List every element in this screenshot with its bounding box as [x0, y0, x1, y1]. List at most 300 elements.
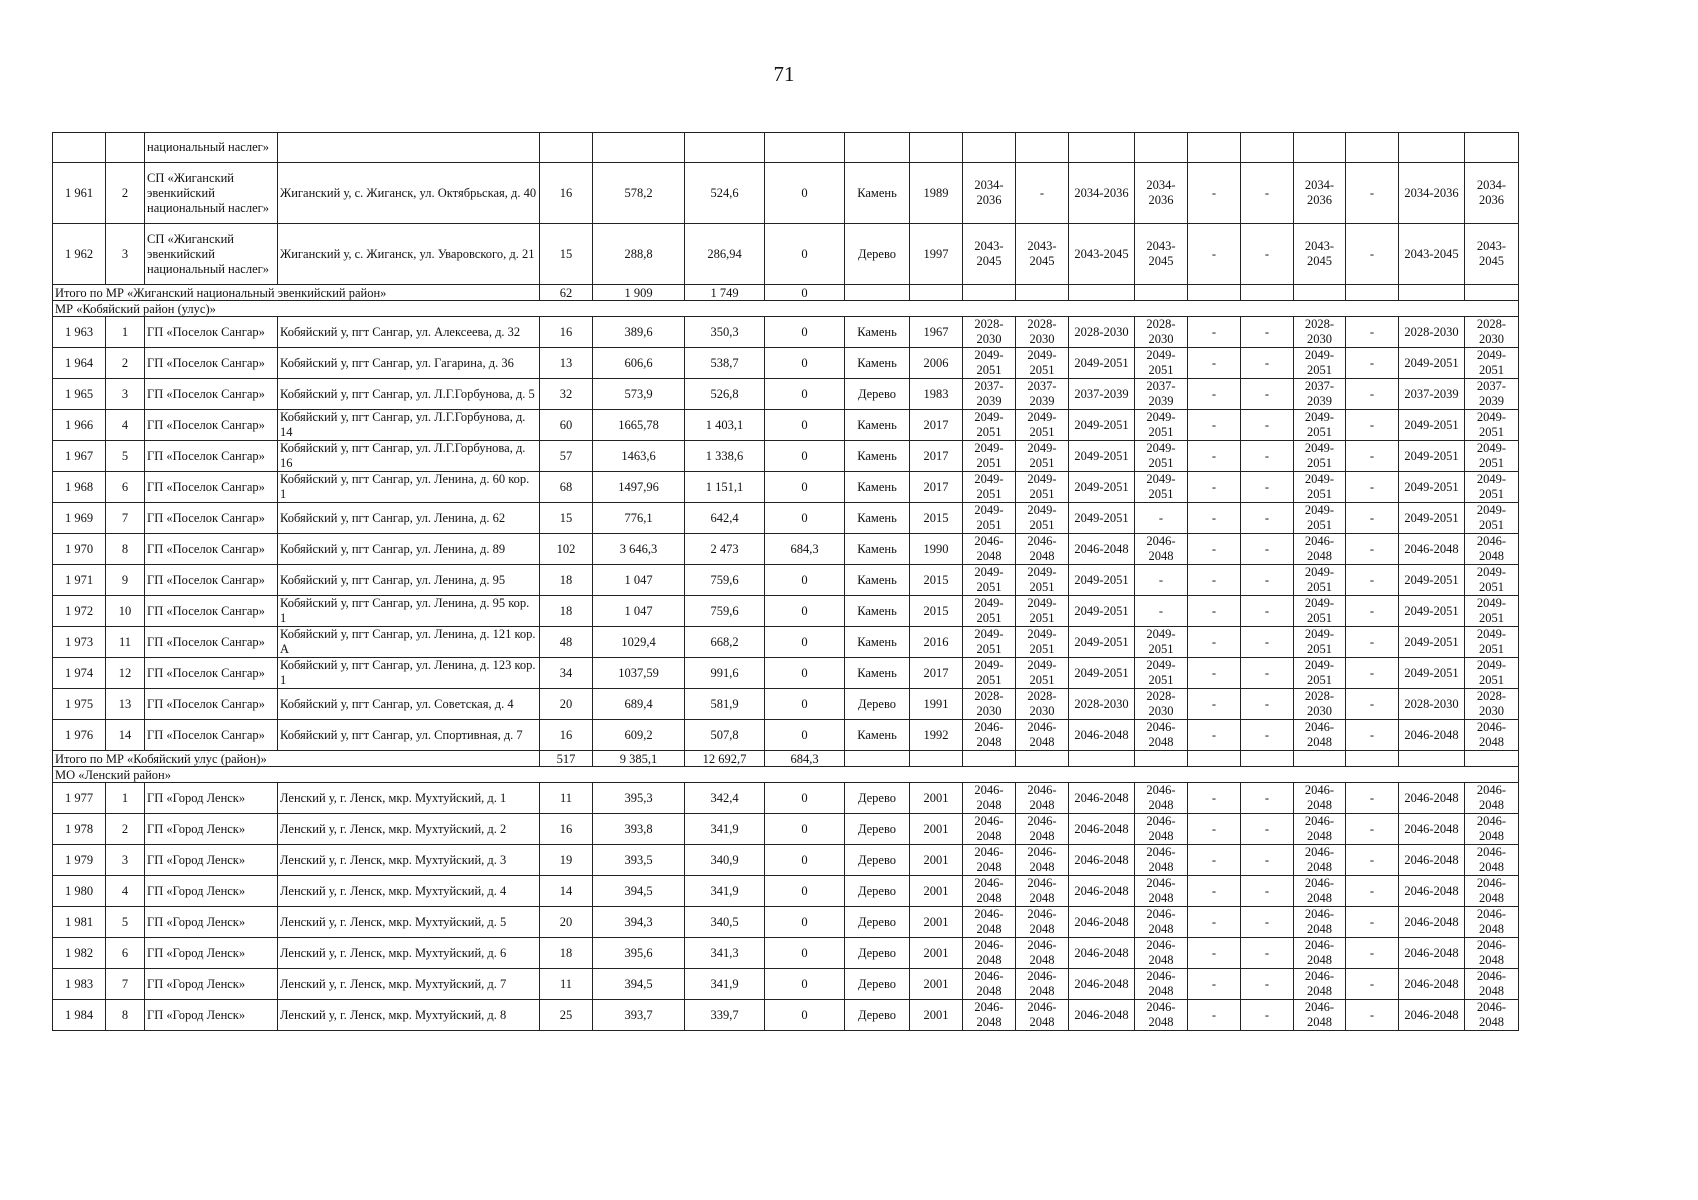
cell-period: [1465, 133, 1519, 163]
cell-living-area: [685, 133, 765, 163]
cell-period: 2046-2048: [1135, 1000, 1188, 1031]
cell-apartments-count: 16: [540, 163, 593, 224]
cell-period: 2049-2051: [1294, 503, 1346, 534]
cell-area-value: 684,3: [765, 534, 845, 565]
cell-period: -: [1016, 163, 1069, 224]
cell-period: 2049-2051: [1135, 627, 1188, 658]
cell-period: 2049-2051: [963, 596, 1016, 627]
cell-wall-material: Дерево: [845, 224, 910, 285]
cell-wall-material: Дерево: [845, 689, 910, 720]
total-row: [53, 751, 1519, 767]
cell-settlement-name: СП «Жиганский эвенкийский национальный наслег»: [145, 163, 278, 224]
section-header-row: [53, 767, 1519, 783]
cell-period: -: [1188, 720, 1241, 751]
cell-row-number: 1 984: [53, 1000, 106, 1031]
cell-period: 2046-2048: [1465, 783, 1519, 814]
cell-local-number: 2: [106, 348, 145, 379]
cell-total-area: 394,3: [593, 907, 685, 938]
cell-year-built: 2015: [910, 565, 963, 596]
cell-period: -: [1346, 876, 1399, 907]
total-empty-cell: [1188, 751, 1241, 767]
table-row: [53, 472, 1519, 503]
cell-period: -: [1241, 938, 1294, 969]
cell-period: -: [1188, 938, 1241, 969]
cell-period: 2028-2030: [1135, 317, 1188, 348]
cell-period: 2046-2048: [1465, 938, 1519, 969]
cell-year-built: 2001: [910, 969, 963, 1000]
cell-address: Ленский у, г. Ленск, мкр. Мухтуйский, д. 5: [278, 907, 540, 938]
cell-period: -: [1241, 348, 1294, 379]
cell-period: -: [1188, 627, 1241, 658]
cell-period: 2034-2036: [1294, 163, 1346, 224]
cell-period: 2049-2051: [1069, 658, 1135, 689]
cell-total-area: 389,6: [593, 317, 685, 348]
cell-year-built: 2001: [910, 845, 963, 876]
cell-area-value: 0: [765, 565, 845, 596]
cell-living-area: 538,7: [685, 348, 765, 379]
cell-period: 2028-2030: [1399, 689, 1465, 720]
cell-local-number: 5: [106, 441, 145, 472]
cell-period: -: [1346, 1000, 1399, 1031]
cell-year-built: [910, 133, 963, 163]
cell-living-area: 350,3: [685, 317, 765, 348]
cell-period: 2046-2048: [1069, 534, 1135, 565]
cell-local-number: 3: [106, 224, 145, 285]
cell-total-area: 606,6: [593, 348, 685, 379]
total-empty-cell: [1346, 751, 1399, 767]
cell-period: -: [1241, 410, 1294, 441]
cell-year-built: 2017: [910, 472, 963, 503]
cell-apartments-count: 15: [540, 503, 593, 534]
cell-local-number: 2: [106, 163, 145, 224]
cell-period: 2046-2048: [1399, 720, 1465, 751]
cell-period: 2046-2048: [1069, 907, 1135, 938]
cell-address: Жиганский у, с. Жиганск, ул. Октябрьская, д. 40: [278, 163, 540, 224]
cell-period: 2043-2045: [1465, 224, 1519, 285]
cell-period: 2046-2048: [1016, 783, 1069, 814]
cell-settlement-name: ГП «Город Ленск»: [145, 907, 278, 938]
cell-period: -: [1241, 503, 1294, 534]
cell-period: -: [1241, 596, 1294, 627]
cell-period: 2049-2051: [1294, 348, 1346, 379]
table-row: [53, 689, 1519, 720]
cell-period: 2037-2039: [1465, 379, 1519, 410]
cell-row-number: 1 968: [53, 472, 106, 503]
cell-period: 2028-2030: [1465, 317, 1519, 348]
cell-period: 2046-2048: [1016, 876, 1069, 907]
cell-period: 2043-2045: [1069, 224, 1135, 285]
cell-total-area: 573,9: [593, 379, 685, 410]
cell-period: 2049-2051: [1465, 565, 1519, 596]
cell-local-number: 12: [106, 658, 145, 689]
cell-year-built: 1997: [910, 224, 963, 285]
cell-period: 2049-2051: [1016, 627, 1069, 658]
cell-area-value: 0: [765, 658, 845, 689]
cell-period: 2046-2048: [1294, 938, 1346, 969]
cell-total-area: 395,3: [593, 783, 685, 814]
cell-period: 2028-2030: [1069, 317, 1135, 348]
total-empty-cell: [845, 285, 910, 301]
cell-period: 2046-2048: [1465, 907, 1519, 938]
cell-period: -: [1346, 969, 1399, 1000]
cell-period: -: [1346, 224, 1399, 285]
cell-area-value: 0: [765, 379, 845, 410]
cell-period: 2049-2051: [1399, 565, 1465, 596]
cell-period: 2046-2048: [1135, 876, 1188, 907]
cell-total-area: 288,8: [593, 224, 685, 285]
cell-period: 2049-2051: [1069, 596, 1135, 627]
cell-period: 2046-2048: [1465, 534, 1519, 565]
cell-address: Кобяйский у, пгт Сангар, ул. Ленина, д. 60 кор. 1: [278, 472, 540, 503]
cell-period: 2046-2048: [963, 845, 1016, 876]
cell-wall-material: Камень: [845, 565, 910, 596]
cell-year-built: 2016: [910, 627, 963, 658]
cell-area-value: 0: [765, 627, 845, 658]
cell-period: -: [1346, 441, 1399, 472]
cell-period: 2046-2048: [1399, 845, 1465, 876]
cell-period: 2046-2048: [1069, 876, 1135, 907]
cell-period: -: [1241, 689, 1294, 720]
cell-period: 2049-2051: [963, 410, 1016, 441]
cell-area-value: 0: [765, 163, 845, 224]
cell-living-area: 668,2: [685, 627, 765, 658]
cell-period: 2046-2048: [1399, 907, 1465, 938]
cell-period: -: [1346, 503, 1399, 534]
cell-year-built: 1992: [910, 720, 963, 751]
total-value: 9 385,1: [593, 751, 685, 767]
cell-row-number: 1 962: [53, 224, 106, 285]
cell-wall-material: Камень: [845, 720, 910, 751]
total-value: 1 749: [685, 285, 765, 301]
cell-period: 2046-2048: [1135, 938, 1188, 969]
cell-area-value: 0: [765, 317, 845, 348]
cell-period: 2049-2051: [1399, 658, 1465, 689]
total-row: [53, 285, 1519, 301]
cell-period: -: [1188, 658, 1241, 689]
cell-period: 2046-2048: [1465, 969, 1519, 1000]
cell-year-built: 1991: [910, 689, 963, 720]
total-value: 517: [540, 751, 593, 767]
cell-address: Ленский у, г. Ленск, мкр. Мухтуйский, д. 4: [278, 876, 540, 907]
cell-period: 2049-2051: [1294, 565, 1346, 596]
cell-year-built: 2001: [910, 907, 963, 938]
cell-period: 2046-2048: [1294, 783, 1346, 814]
cell-period: 2046-2048: [1294, 720, 1346, 751]
cell-apartments-count: 57: [540, 441, 593, 472]
cell-apartments-count: [540, 133, 593, 163]
table-row: [53, 410, 1519, 441]
cell-period: -: [1241, 907, 1294, 938]
cell-settlement-name: национальный наслег»: [145, 133, 278, 163]
cell-period: 2049-2051: [1399, 472, 1465, 503]
cell-period: 2046-2048: [1399, 814, 1465, 845]
cell-area-value: 0: [765, 348, 845, 379]
cell-address: Кобяйский у, пгт Сангар, ул. Ленина, д. 95: [278, 565, 540, 596]
cell-row-number: 1 979: [53, 845, 106, 876]
cell-period: 2028-2030: [1069, 689, 1135, 720]
cell-period: 2049-2051: [1135, 658, 1188, 689]
cell-settlement-name: ГП «Город Ленск»: [145, 814, 278, 845]
cell-row-number: 1 969: [53, 503, 106, 534]
cell-period: 2049-2051: [1399, 441, 1465, 472]
cell-address: Ленский у, г. Ленск, мкр. Мухтуйский, д. 6: [278, 938, 540, 969]
cell-wall-material: Дерево: [845, 876, 910, 907]
cell-address: Кобяйский у, пгт Сангар, ул. Л.Г.Горбунова, д. 14: [278, 410, 540, 441]
total-value: 0: [765, 285, 845, 301]
cell-wall-material: Дерево: [845, 814, 910, 845]
cell-period: 2046-2048: [963, 1000, 1016, 1031]
cell-period: 2049-2051: [1069, 472, 1135, 503]
cell-row-number: 1 964: [53, 348, 106, 379]
table-row: [53, 814, 1519, 845]
cell-period: 2046-2048: [1294, 969, 1346, 1000]
cell-living-area: 642,4: [685, 503, 765, 534]
cell-address: Кобяйский у, пгт Сангар, ул. Л.Г.Горбунова, д. 16: [278, 441, 540, 472]
cell-total-area: 609,2: [593, 720, 685, 751]
total-empty-cell: [1294, 285, 1346, 301]
table-row: [53, 907, 1519, 938]
cell-period: 2046-2048: [1294, 876, 1346, 907]
cell-year-built: 2017: [910, 410, 963, 441]
cell-period: 2049-2051: [1069, 441, 1135, 472]
cell-year-built: 1990: [910, 534, 963, 565]
total-empty-cell: [1135, 285, 1188, 301]
cell-period: 2049-2051: [963, 348, 1016, 379]
cell-period: -: [1241, 627, 1294, 658]
cell-period: 2037-2039: [963, 379, 1016, 410]
cell-period: -: [1346, 689, 1399, 720]
total-empty-cell: [910, 751, 963, 767]
cell-local-number: 3: [106, 845, 145, 876]
cell-apartments-count: 16: [540, 814, 593, 845]
cell-period: 2046-2048: [963, 938, 1016, 969]
cell-settlement-name: ГП «Поселок Сангар»: [145, 410, 278, 441]
cell-wall-material: Камень: [845, 596, 910, 627]
cell-period: 2046-2048: [1135, 907, 1188, 938]
cell-wall-material: Дерево: [845, 783, 910, 814]
cell-period: 2049-2051: [1465, 472, 1519, 503]
cell-total-area: 395,6: [593, 938, 685, 969]
cell-year-built: 2015: [910, 596, 963, 627]
cell-period: -: [1188, 907, 1241, 938]
cell-row-number: 1 966: [53, 410, 106, 441]
housing-register-table: [52, 132, 1519, 1031]
cell-year-built: 2001: [910, 876, 963, 907]
cell-period: -: [1346, 845, 1399, 876]
cell-period: 2028-2030: [1135, 689, 1188, 720]
cell-address: Кобяйский у, пгт Сангар, ул. Ленина, д. 89: [278, 534, 540, 565]
cell-address: Кобяйский у, пгт Сангар, ул. Алексеева, д. 32: [278, 317, 540, 348]
continuation-row: [53, 133, 1519, 163]
cell-total-area: 1 047: [593, 565, 685, 596]
cell-period: 2046-2048: [1465, 1000, 1519, 1031]
cell-period: -: [1241, 1000, 1294, 1031]
cell-living-area: 759,6: [685, 565, 765, 596]
cell-period: 2049-2051: [1069, 348, 1135, 379]
total-empty-cell: [1241, 285, 1294, 301]
table-body: [53, 133, 1519, 1031]
cell-period: 2049-2051: [1465, 658, 1519, 689]
cell-period: 2046-2048: [1294, 814, 1346, 845]
cell-local-number: 6: [106, 938, 145, 969]
cell-apartments-count: 18: [540, 565, 593, 596]
cell-period: 2046-2048: [963, 969, 1016, 1000]
cell-living-area: 341,3: [685, 938, 765, 969]
total-label: Итого по МР «Жиганский национальный эвенкийский район»: [53, 285, 540, 301]
cell-total-area: 689,4: [593, 689, 685, 720]
cell-period: -: [1346, 627, 1399, 658]
cell-address: Кобяйский у, пгт Сангар, ул. Ленина, д. 62: [278, 503, 540, 534]
cell-year-built: 2006: [910, 348, 963, 379]
cell-settlement-name: ГП «Поселок Сангар»: [145, 720, 278, 751]
table-row: [53, 596, 1519, 627]
cell-settlement-name: ГП «Город Ленск»: [145, 876, 278, 907]
cell-period: -: [1135, 503, 1188, 534]
cell-wall-material: Дерево: [845, 379, 910, 410]
table-row: [53, 348, 1519, 379]
cell-period: 2049-2051: [1135, 441, 1188, 472]
cell-period: [1016, 133, 1069, 163]
table-row: [53, 317, 1519, 348]
cell-row-number: 1 961: [53, 163, 106, 224]
cell-period: 2034-2036: [1465, 163, 1519, 224]
cell-total-area: [593, 133, 685, 163]
section-header: МР «Кобяйский район (улус)»: [53, 301, 1519, 317]
cell-period: -: [1241, 379, 1294, 410]
cell-row-number: 1 974: [53, 658, 106, 689]
total-empty-cell: [1069, 285, 1135, 301]
cell-address: Кобяйский у, пгт Сангар, ул. Л.Г.Горбунова, д. 5: [278, 379, 540, 410]
cell-address: Ленский у, г. Ленск, мкр. Мухтуйский, д. 1: [278, 783, 540, 814]
cell-living-area: 526,8: [685, 379, 765, 410]
cell-address: Жиганский у, с. Жиганск, ул. Уваровского, д. 21: [278, 224, 540, 285]
cell-period: -: [1241, 876, 1294, 907]
cell-period: 2046-2048: [1016, 534, 1069, 565]
cell-period: [1188, 133, 1241, 163]
total-empty-cell: [1241, 751, 1294, 767]
cell-wall-material: Дерево: [845, 1000, 910, 1031]
cell-total-area: 1497,96: [593, 472, 685, 503]
cell-apartments-count: 18: [540, 938, 593, 969]
cell-local-number: 8: [106, 1000, 145, 1031]
cell-local-number: 10: [106, 596, 145, 627]
cell-row-number: 1 967: [53, 441, 106, 472]
cell-year-built: 2017: [910, 658, 963, 689]
cell-period: -: [1135, 596, 1188, 627]
cell-period: 2046-2048: [1135, 534, 1188, 565]
cell-local-number: 7: [106, 969, 145, 1000]
cell-area-value: 0: [765, 938, 845, 969]
cell-period: 2043-2045: [1399, 224, 1465, 285]
cell-address: Кобяйский у, пгт Сангар, ул. Советская, д. 4: [278, 689, 540, 720]
cell-row-number: 1 973: [53, 627, 106, 658]
cell-apartments-count: 20: [540, 907, 593, 938]
cell-period: -: [1346, 472, 1399, 503]
cell-living-area: 1 403,1: [685, 410, 765, 441]
cell-row-number: [53, 133, 106, 163]
cell-period: -: [1241, 472, 1294, 503]
cell-period: -: [1346, 163, 1399, 224]
cell-period: 2034-2036: [1069, 163, 1135, 224]
cell-settlement-name: ГП «Поселок Сангар»: [145, 689, 278, 720]
cell-area-value: 0: [765, 689, 845, 720]
cell-local-number: 1: [106, 317, 145, 348]
cell-period: -: [1188, 783, 1241, 814]
cell-living-area: 759,6: [685, 596, 765, 627]
cell-period: 2049-2051: [1465, 503, 1519, 534]
cell-period: -: [1188, 441, 1241, 472]
cell-local-number: 8: [106, 534, 145, 565]
cell-settlement-name: ГП «Поселок Сангар»: [145, 565, 278, 596]
cell-wall-material: Камень: [845, 503, 910, 534]
total-empty-cell: [1135, 751, 1188, 767]
cell-address: Ленский у, г. Ленск, мкр. Мухтуйский, д. 7: [278, 969, 540, 1000]
cell-living-area: 341,9: [685, 969, 765, 1000]
cell-settlement-name: ГП «Город Ленск»: [145, 969, 278, 1000]
cell-period: 2049-2051: [1294, 627, 1346, 658]
cell-area-value: 0: [765, 814, 845, 845]
section-header: МО «Ленский район»: [53, 767, 1519, 783]
cell-local-number: 9: [106, 565, 145, 596]
cell-settlement-name: ГП «Поселок Сангар»: [145, 317, 278, 348]
total-empty-cell: [963, 751, 1016, 767]
table-row: [53, 720, 1519, 751]
cell-local-number: 3: [106, 379, 145, 410]
cell-period: 2046-2048: [1135, 783, 1188, 814]
table-row: [53, 441, 1519, 472]
cell-period: 2049-2051: [1465, 596, 1519, 627]
cell-period: 2049-2051: [963, 441, 1016, 472]
cell-period: 2049-2051: [1016, 472, 1069, 503]
cell-period: 2046-2048: [1294, 845, 1346, 876]
cell-settlement-name: СП «Жиганский эвенкийский национальный наслег»: [145, 224, 278, 285]
cell-period: 2049-2051: [1399, 503, 1465, 534]
cell-wall-material: Камень: [845, 472, 910, 503]
cell-period: -: [1241, 814, 1294, 845]
cell-total-area: 776,1: [593, 503, 685, 534]
cell-apartments-count: 16: [540, 720, 593, 751]
cell-local-number: 2: [106, 814, 145, 845]
cell-year-built: 1989: [910, 163, 963, 224]
cell-year-built: 2001: [910, 814, 963, 845]
cell-period: -: [1188, 163, 1241, 224]
cell-row-number: 1 980: [53, 876, 106, 907]
cell-settlement-name: ГП «Город Ленск»: [145, 783, 278, 814]
cell-settlement-name: ГП «Поселок Сангар»: [145, 534, 278, 565]
total-empty-cell: [845, 751, 910, 767]
cell-period: 2046-2048: [1069, 969, 1135, 1000]
cell-period: -: [1241, 845, 1294, 876]
cell-total-area: 393,8: [593, 814, 685, 845]
cell-address: Ленский у, г. Ленск, мкр. Мухтуйский, д. 2: [278, 814, 540, 845]
cell-settlement-name: ГП «Поселок Сангар»: [145, 596, 278, 627]
cell-period: 2049-2051: [1016, 503, 1069, 534]
cell-address: Кобяйский у, пгт Сангар, ул. Спортивная, д. 7: [278, 720, 540, 751]
cell-settlement-name: ГП «Поселок Сангар»: [145, 441, 278, 472]
cell-year-built: 2001: [910, 1000, 963, 1031]
cell-period: 2049-2051: [963, 472, 1016, 503]
cell-area-value: 0: [765, 224, 845, 285]
cell-period: 2046-2048: [1294, 907, 1346, 938]
cell-period: 2046-2048: [1465, 876, 1519, 907]
cell-apartments-count: 48: [540, 627, 593, 658]
cell-period: 2049-2051: [1399, 348, 1465, 379]
cell-period: -: [1346, 596, 1399, 627]
total-empty-cell: [1465, 285, 1519, 301]
cell-year-built: 1967: [910, 317, 963, 348]
cell-period: [1135, 133, 1188, 163]
total-empty-cell: [1465, 751, 1519, 767]
